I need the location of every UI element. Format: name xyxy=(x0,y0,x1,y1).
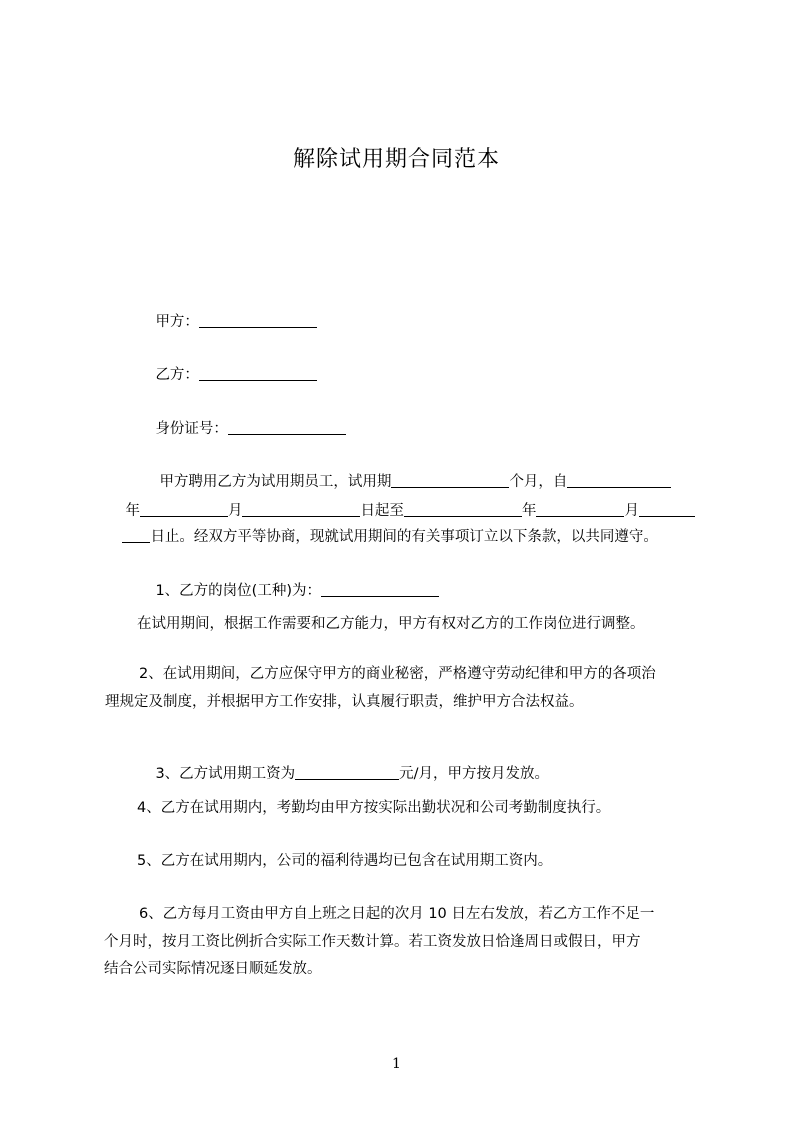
year-label: 年 xyxy=(125,503,140,519)
clause-6-line-1: 6、乙方每月工资由甲方自上班之日起的次月 10 日左右发放，若乙方工作不足一 xyxy=(139,906,655,922)
day-from-label: 日起至 xyxy=(360,503,404,519)
document-title: 解除试用期合同范本 xyxy=(292,147,500,172)
intro-text-2: 个月，自 xyxy=(509,474,568,490)
position-blank xyxy=(321,582,439,597)
month-label: 月 xyxy=(227,503,243,519)
clause-2-line-2: 理规定及制度，并根据甲方工作安排，认真履行职责，维护甲方合法权益。 xyxy=(105,694,584,710)
party-a-line xyxy=(137,292,317,352)
clause-3-post: 元/月，甲方按月发放。 xyxy=(399,766,550,782)
id-number-blank xyxy=(228,420,346,435)
clause-3 xyxy=(137,744,549,804)
salary-blank xyxy=(295,765,399,780)
party-b-line xyxy=(137,345,317,405)
end-month-label: 月 xyxy=(624,503,639,519)
clause-1-label: 1、乙方的岗位(工种)为： xyxy=(155,583,321,599)
clause-6-line-3: 结合公司实际情况逐日顺延发放。 xyxy=(104,961,322,977)
page-number: 1 xyxy=(392,1056,401,1072)
intro-text-1: 甲方聘用乙方为试用期员工，试用期 xyxy=(159,474,392,490)
clause-3-pre: 3、乙方试用期工资为 xyxy=(155,766,296,782)
party-a-label: 甲方： xyxy=(155,314,199,330)
party-b-blank xyxy=(199,366,317,381)
party-b-label: 乙方： xyxy=(155,367,199,383)
clause-6-line-2: 个月时，按月工资比例折合实际工作天数计算。若工资发放日恰逢周日或假日，甲方 xyxy=(104,934,641,950)
clause-1-note: 在试用期间，根据工作需要和乙方能力，甲方有权对乙方的工作岗位进行调整。 xyxy=(137,616,645,632)
end-year-label: 年 xyxy=(521,503,537,519)
party-a-blank xyxy=(199,313,317,328)
intro-text-end: 日止。经双方平等协商，现就试用期间的有关事项订立以下条款，以共同遵守。 xyxy=(150,529,658,545)
clause-4: 4、乙方在试用期内，考勤均由甲方按实际出勤状况和公司考勤制度执行。 xyxy=(137,800,611,816)
clause-5: 5、乙方在试用期内，公司的福利待遇均已包含在试用期工资内。 xyxy=(137,853,553,869)
clause-2-line-1: 2、在试用期间，乙方应保守甲方的商业秘密，严格遵守劳动纪律和甲方的各项治 xyxy=(139,666,656,682)
end-day-blank-b xyxy=(122,528,150,543)
id-number-label: 身份证号： xyxy=(155,421,228,437)
intro-line-3 xyxy=(104,507,658,567)
id-number-line xyxy=(137,399,346,459)
clause-1 xyxy=(137,561,439,621)
